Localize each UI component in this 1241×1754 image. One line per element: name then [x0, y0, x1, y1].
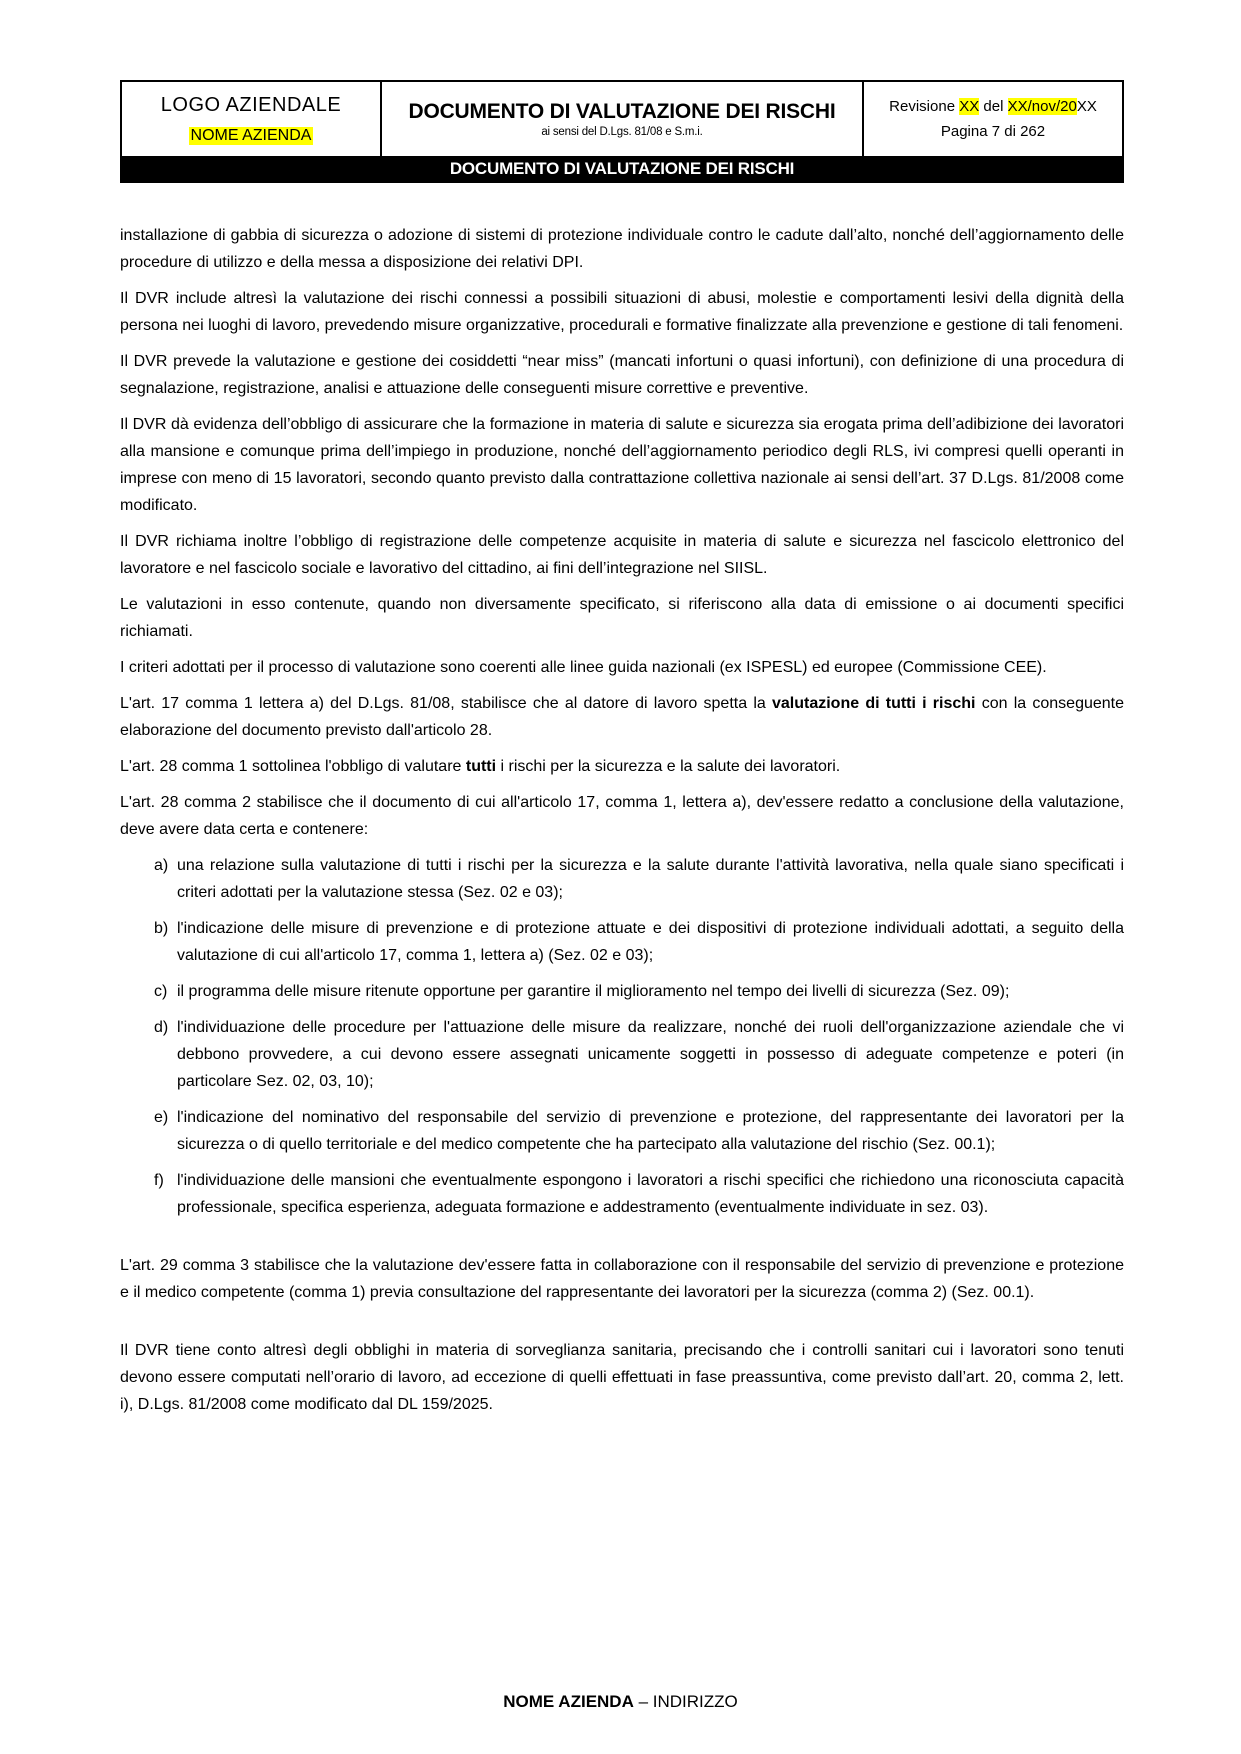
- text-segment: L'art. 29 comma 3 stabilisce che la valutazione dev'essere fatta in collaborazione con il responsabile del servizio di prevenzione e protezione e il medico competente (comma 1) previa consultazione del rappresentante dei lavoratori per la sicurezza (comma 2) (Sez. 00.1).: [120, 1257, 1124, 1301]
- list-item-b: [120, 915, 1124, 969]
- list-item-text: l'individuazione delle mansioni che eventualmente espongono i lavoratori a rischi specifici che richiedono una riconosciuta capacità professionale, specifica esperienza, adeguata formazione e addestramento (eventualmente individuate in sez. 03).: [177, 1172, 1124, 1216]
- paragraph: [120, 528, 1124, 582]
- bold-text-segment: tutti: [465, 758, 497, 775]
- list-marker: a): [154, 857, 169, 874]
- list-marker: f): [154, 1172, 164, 1189]
- company-name-highlighted: NOME AZIENDA: [190, 126, 312, 144]
- paragraph: [120, 1252, 1124, 1306]
- revision-date-highlighted: XX/nov/20: [1007, 98, 1077, 115]
- logo-placeholder: LOGO AZIENDALE: [160, 93, 342, 116]
- text-segment: Il DVR include altresì la valutazione dei rischi connessi a possibili situazioni di abusi, molestie e comportamenti lesivi della dignità della persona nei luoghi di lavoro, prevedendo misure organizzative, procedurali e formative finalizzate alla prevenzione e gestione di tali fenomeni.: [120, 290, 1124, 334]
- header-banner: DOCUMENTO DI VALUTAZIONE DEI RISCHI: [122, 156, 1122, 181]
- text-segment: Il DVR tiene conto altresì degli obblighi in materia di sorveglianza sanitaria, precisando che i controlli sanitari cui i lavoratori sono tenuti devono essere computati nell’orario di lavoro, ad eccezione di quelli effettuati in fase preassuntiva, come previsto dall’art. 20, comma 2, lett. i), D.Lgs. 81/2008 come modificato dal DL 159/2025.: [120, 1342, 1124, 1413]
- text-segment: L'art. 17 comma 1 lettera a) del D.Lgs. 81/08, stabilisce che al datore di lavoro spetta la: [120, 695, 772, 712]
- header-row: [122, 82, 1122, 156]
- paragraph: [120, 348, 1124, 402]
- revision-mid: del: [979, 98, 1008, 115]
- list-item-a: [120, 852, 1124, 906]
- text-segment: Il DVR dà evidenza dell’obbligo di assicurare che la formazione in materia di salute e sicurezza sia erogata prima dell’adibizione dei lavoratori alla mansione e comunque prima dell’impiego in produzione, nonché dell’aggiornamento periodico degli RLS, ivi compresi quelli operanti in imprese con meno di 15 lavoratori, secondo quanto previsto dalla contrattazione collettiva nazionale ai sensi dell’art. 37 D.Lgs. 81/2008 come modificato.: [120, 416, 1124, 514]
- header-cell-revision: [864, 82, 1122, 156]
- text-segment: i rischi per la sicurezza e la salute dei lavoratori.: [496, 758, 841, 775]
- revision-number-highlighted: XX: [959, 98, 980, 115]
- paragraph: [120, 789, 1124, 843]
- list-item-text: una relazione sulla valutazione di tutti i rischi per la sicurezza e la salute durante l'attività lavorativa, nella quale siano specificati i criteri adottati per la valutazione stessa (Sez. 02 e 03);: [177, 857, 1124, 901]
- page-number: Pagina 7 di 262: [940, 123, 1046, 140]
- list-item-e: [120, 1104, 1124, 1158]
- footer-company-name: NOME AZIENDA: [503, 1692, 634, 1711]
- document-subtitle: ai sensi del D.Lgs. 81/08 e S.m.i.: [541, 126, 703, 138]
- list-marker: b): [154, 920, 169, 937]
- document-title: DOCUMENTO DI VALUTAZIONE DEI RISCHI: [408, 100, 836, 123]
- text-segment: Il DVR richiama inoltre l’obbligo di registrazione delle competenze acquisite in materia di salute e sicurezza nel fascicolo elettronico del lavoratore e nel fascicolo sociale e lavorativo del cittadino, ai fini dell’integrazione nel SIISL.: [120, 533, 1124, 577]
- bold-text-segment: valutazione di tutti i rischi: [771, 695, 976, 712]
- footer-address: – INDIRIZZO: [633, 1692, 738, 1711]
- paragraph: [120, 411, 1124, 519]
- list-item-text: l'indicazione delle misure di prevenzione e di protezione attuate e dei dispositivi di protezione individuali adottati, a seguito della valutazione di cui all'articolo 17, comma 1, lettera a) (Sez. 02 e 03);: [177, 920, 1124, 964]
- list-item-c: [120, 978, 1124, 1005]
- paragraph: [120, 654, 1124, 681]
- header-cell-logo: [122, 82, 382, 156]
- list-item-text: il programma delle misure ritenute opportune per garantire il miglioramento nel tempo dei livelli di sicurezza (Sez. 09);: [177, 983, 1010, 1000]
- paragraph: [120, 1337, 1124, 1418]
- list-marker: e): [154, 1109, 169, 1126]
- paragraph: [120, 591, 1124, 645]
- document-body: [120, 222, 1124, 1427]
- text-segment: Le valutazioni in esso contenute, quando non diversamente specificato, si riferiscono alla data di emissione o ai documenti specifici richiamati.: [120, 596, 1124, 640]
- list-item-text: l'individuazione delle procedure per l'attuazione delle misure da realizzare, nonché dei ruoli dell'organizzazione aziendale che vi debbono provvedere, a cui devono essere assegnati unicamente soggetti in possesso di adeguate competenze e poteri (in particolare Sez. 02, 03, 10);: [177, 1019, 1124, 1090]
- revision-prefix: Revisione: [889, 98, 960, 115]
- text-segment: L'art. 28 comma 2 stabilisce che il documento di cui all'articolo 17, comma 1, lettera a), dev'essere redatto a conclusione della valutazione, deve avere data certa e contenere:: [120, 794, 1124, 838]
- text-segment: I criteri adottati per il processo di valutazione sono coerenti alle linee guida nazionali (ex ISPESL) ed europee (Commissione CEE).: [120, 659, 1047, 676]
- text-segment: Il DVR prevede la valutazione e gestione dei cosiddetti “near miss” (mancati infortuni o quasi infortuni), con definizione di una procedura di segnalazione, registrazione, analisi e attuazione delle conseguenti misure correttive e preventive.: [120, 353, 1124, 397]
- paragraph: [120, 222, 1124, 276]
- header-table: [120, 80, 1124, 183]
- footer: [0, 1692, 1241, 1712]
- revision-date-tail: XX: [1076, 98, 1097, 115]
- paragraph: [120, 690, 1124, 744]
- text-segment: installazione di gabbia di sicurezza o adozione di sistemi di protezione individuale contro le cadute dall’alto, nonché dell’aggiornamento delle procedure di utilizzo e della messa a disposizione dei relativi DPI.: [120, 227, 1124, 271]
- header-cell-title: [382, 82, 864, 156]
- list-item-d: [120, 1014, 1124, 1095]
- text-segment: con la conseguente elaborazione del documento previsto dall'articolo 28.: [120, 695, 1125, 739]
- list-item-f: [120, 1167, 1124, 1221]
- text-segment: L'art. 28 comma 1 sottolinea l'obbligo di valutare: [120, 758, 466, 775]
- paragraph: [120, 753, 1124, 780]
- list-marker: d): [154, 1019, 169, 1036]
- list-item-text: l'indicazione del nominativo del responsabile del servizio di prevenzione e protezione, del rappresentante dei lavoratori per la sicurezza o di quello territoriale e del medico competente che ha partecipato alla valutazione del rischio (Sez. 00.1);: [177, 1109, 1124, 1153]
- paragraph: [120, 285, 1124, 339]
- revision-line: [889, 98, 1097, 115]
- list-marker: c): [154, 983, 168, 1000]
